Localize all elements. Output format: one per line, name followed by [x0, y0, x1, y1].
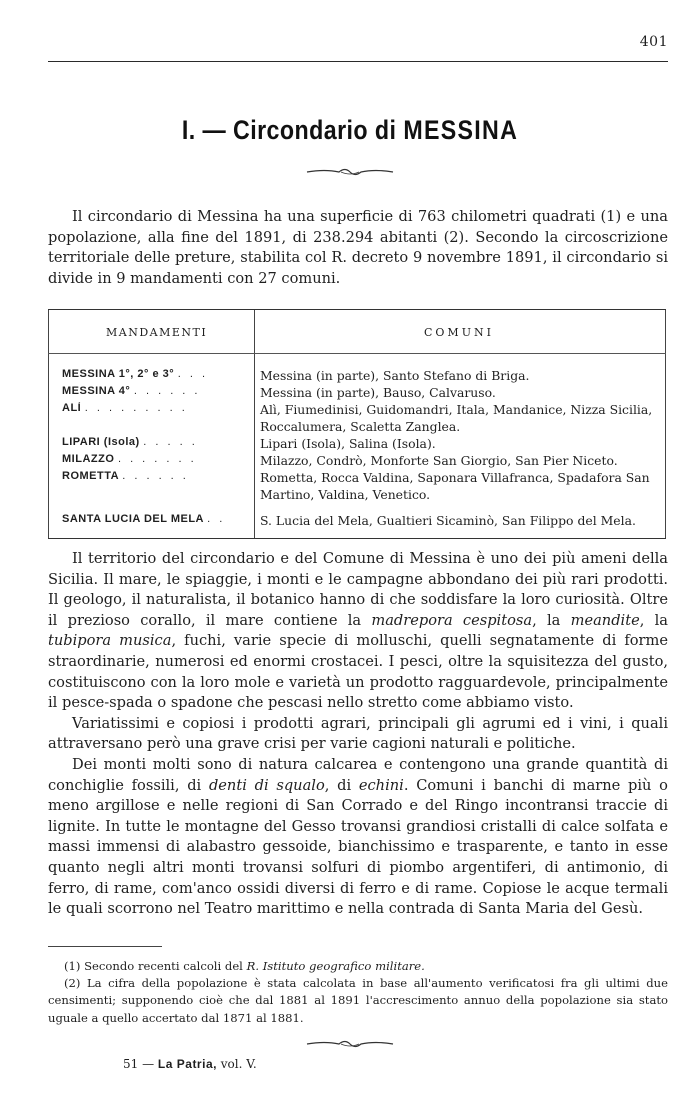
italic-term: R. Istituto geografico militare.: [246, 959, 425, 973]
footnotes: [48, 958, 668, 1027]
header-comuni: COMUNI: [424, 326, 494, 339]
leader-dots: . . . . .: [143, 436, 198, 448]
leader-dots: . . . . . . . . .: [84, 402, 188, 414]
text-run: Il territorio del circondario e del Comune di Messina è uno dei più ameni della Sicilia. Il mare, le spiaggie, i monti e le campagne abbondano dei più rari prodotti. Il geologo, il naturalista, il botanico hanno di che soddisfare la loro curiosità. Oltre il prezioso corallo, il mare contiene la: [48, 550, 668, 629]
mandamento-name: ALÌ: [62, 402, 82, 414]
header-mandamenti: MANDAMENTI: [106, 326, 208, 339]
leader-dots: . . . . . . .: [117, 453, 197, 465]
footnote-1: [48, 958, 668, 975]
mandamento-name: LIPARI (Isola): [62, 436, 140, 448]
italic-term: denti di squalo: [208, 776, 325, 794]
footer-ornament: [0, 1035, 700, 1054]
paragraph-territorio: [48, 549, 668, 714]
mandamento-name: SANTA LUCIA DEL MELA: [62, 513, 204, 525]
paragraph-monti: [48, 755, 668, 920]
footnote-rule: [48, 946, 162, 947]
header-rule: [48, 61, 668, 62]
comuni-list: Alì, Fiumedinisi, Guidomandri, Itala, Mandanice, Nizza Sicilia, Roccalumera, Scaletta Zanglea.: [260, 402, 653, 434]
page-number: 401: [639, 34, 668, 50]
text-run: . Comuni i banchi di marne più o meno argillose e nelle regioni di San Corrado e del Ringo incontransi traccie di lignite. In tutte le montagne del Gesso trovansi grandiosi cristalli di calce solfata e massi immensi di alabastro gessoide, bianchissimo e trasparente, e tanto in esse quanto negli altri monti trovansi solfuri di piombo argentiferi, di antimonio, di ferro, di rame, com'anco ossidi diversi di ferro e di rame. Copiose le acque termali le quali scorrono nel Teatro marittimo e nella contrada di Santa Maria del Gesù.: [48, 776, 668, 918]
italic-term: echini: [358, 776, 404, 794]
mandamento-name: MESSINA 1°, 2° e 3°: [62, 368, 175, 380]
text-run: , la: [532, 611, 571, 629]
footnote-2: (2) La cifra della popolazione è stata calcolata in base all'aumento verificatosi fra gli ultimi due censimenti; supponendo cioè che dal 1881 al 1891 l'accrescimento annuo della popolazione sia stato uguale a quello accertato dal 1871 al 1881.: [48, 976, 668, 1025]
comuni-list: Milazzo, Condrò, Monforte San Giorgio, San Pier Niceto.: [260, 453, 618, 468]
table-header-rule: [48, 353, 666, 354]
paragraph-prodotti: Variatissimi e copiosi i prodotti agrari, principali gli agrumi ed i vini, i quali attraversano però una grave crisi per varie cagioni naturali e politiche.: [48, 714, 668, 753]
mandamenti-table: [48, 309, 666, 539]
comuni-list: Messina (in parte), Bauso, Calvaruso.: [260, 385, 496, 400]
signature-footer: [123, 1057, 257, 1071]
comuni-list: Messina (in parte), Santo Stefano di Briga.: [260, 368, 530, 383]
text-run: Dei monti molti sono di natura calcarea e contengono una grande quantità di conchiglie fossili, di: [48, 755, 668, 794]
table-border-right: [665, 310, 666, 538]
table-border-left: [48, 310, 49, 538]
comuni-list: Lipari (Isola), Salina (Isola).: [260, 436, 436, 451]
chapter-title-prefix: I. — Circondario di: [181, 115, 397, 145]
italic-term: madrepora cespitosa: [371, 611, 533, 629]
italic-term: meandite: [570, 611, 640, 629]
mandamento-name: MILAZZO: [62, 453, 115, 465]
leader-dots: . . . . . .: [122, 470, 189, 482]
italic-term: tubipora musica: [48, 632, 172, 650]
leader-dots: . . . . . .: [133, 385, 201, 397]
journal-name: La Patria,: [157, 1057, 217, 1071]
mandamento-name: ROMETTA: [62, 470, 119, 482]
leader-dots: . . .: [177, 368, 209, 380]
comuni-list: Rometta, Rocca Valdina, Saponara Villafranca, Spadafora San Martino, Valdina, Venetico.: [260, 470, 650, 502]
intro-text: Il circondario di Messina ha una superficie di 763 chilometri quadrati (1) e una popolazione, alla fine del 1891, di 238.294 abitanti (2). Secondo la circoscrizione territoriale delle preture, stabilita col R. decreto 9 novembre 1891, il circondario si divide in 9 mandamenti con 27 comuni.: [48, 208, 668, 287]
chapter-title: [49, 115, 651, 146]
table-column-divider: [254, 310, 255, 538]
comuni-list: S. Lucia del Mela, Gualtieri Sicaminò, San Filippo del Mela.: [260, 513, 636, 528]
text-run: , la: [639, 611, 668, 629]
text-run: , di: [324, 776, 359, 794]
chapter-title-city: MESSINA: [403, 115, 519, 145]
text-run: (1) Secondo recenti calcoli del: [64, 959, 247, 973]
text-run: , fuchi, varie specie di molluschi, quelli segnatamente di forme straordinarie, numerosi ed enormi crostacei. I pesci, oltre la squisitezza del gusto, costituiscono con la loro mole e varietà un prodotto ragguardevole, principalmente il pesce-spada o spadone che pescasi nello stretto come abbiamo visto.: [48, 632, 668, 712]
mandamento-name: MESSINA 4°: [62, 385, 131, 397]
volume-label: vol. V.: [220, 1057, 257, 1071]
intro-paragraph: [48, 207, 668, 289]
leader-dots: . .: [207, 513, 226, 525]
title-ornament: [0, 163, 700, 182]
footer-prefix: 51 —: [123, 1057, 155, 1071]
main-text: [48, 549, 668, 920]
